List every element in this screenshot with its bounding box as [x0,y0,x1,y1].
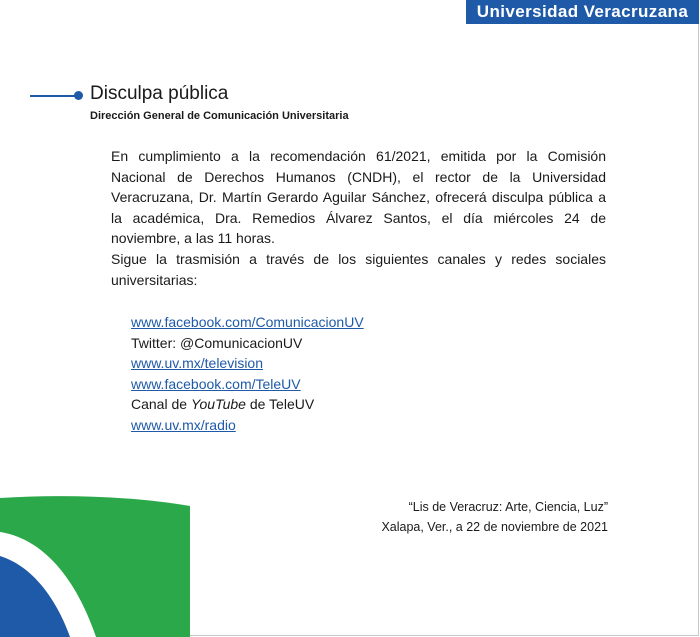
announcement-paragraph: En cumplimiento a la recomendación 61/2021, emitida por la Comisión Nacional de Derechos Humanos (CNDH), el rector de la Universidad Veracruzana, Dr. Martín Gerardo Aguilar Sánchez, ofrecerá disculpa pública a la académica, Dra. Remedios Álvarez Santos, el día miércoles 24 de noviembre, a las 11 horas. [111,148,606,246]
broadcast-paragraph: Sigue la trasmisión a través de los siguientes canales y redes sociales universitarias: [111,251,606,288]
youtube-suffix: de TeleUV [245,396,315,412]
university-brand-badge [466,0,699,24]
page-title: Disculpa pública [90,83,229,104]
youtube-channel-text [131,394,364,415]
facebook-comunicacion-link[interactable]: www.facebook.com/ComunicacionUV [131,314,364,330]
youtube-prefix: Canal de [131,396,191,412]
radio-link[interactable]: www.uv.mx/radio [131,416,236,433]
title-accent-line [30,95,76,97]
place-date: Xalapa, Ver., a 22 de noviembre de 2021 [381,520,608,534]
channel-list [131,312,364,435]
television-link[interactable]: www.uv.mx/television [131,355,264,371]
page-subtitle: Dirección General de Comunicación Universitaria [90,110,349,122]
brand-name: Universidad Veracruzana [476,2,689,21]
facebook-teleuv-link[interactable]: www.facebook.com/TeleUV [131,375,301,392]
closing-block [381,497,608,537]
twitter-handle: Twitter: @ComunicacionUV [131,334,303,351]
decorative-swoosh [0,470,190,637]
title-accent-dot [74,91,83,100]
motto: “Lis de Veracruz: Arte, Ciencia, Luz” [408,500,608,514]
youtube-name: YouTube [190,396,246,412]
